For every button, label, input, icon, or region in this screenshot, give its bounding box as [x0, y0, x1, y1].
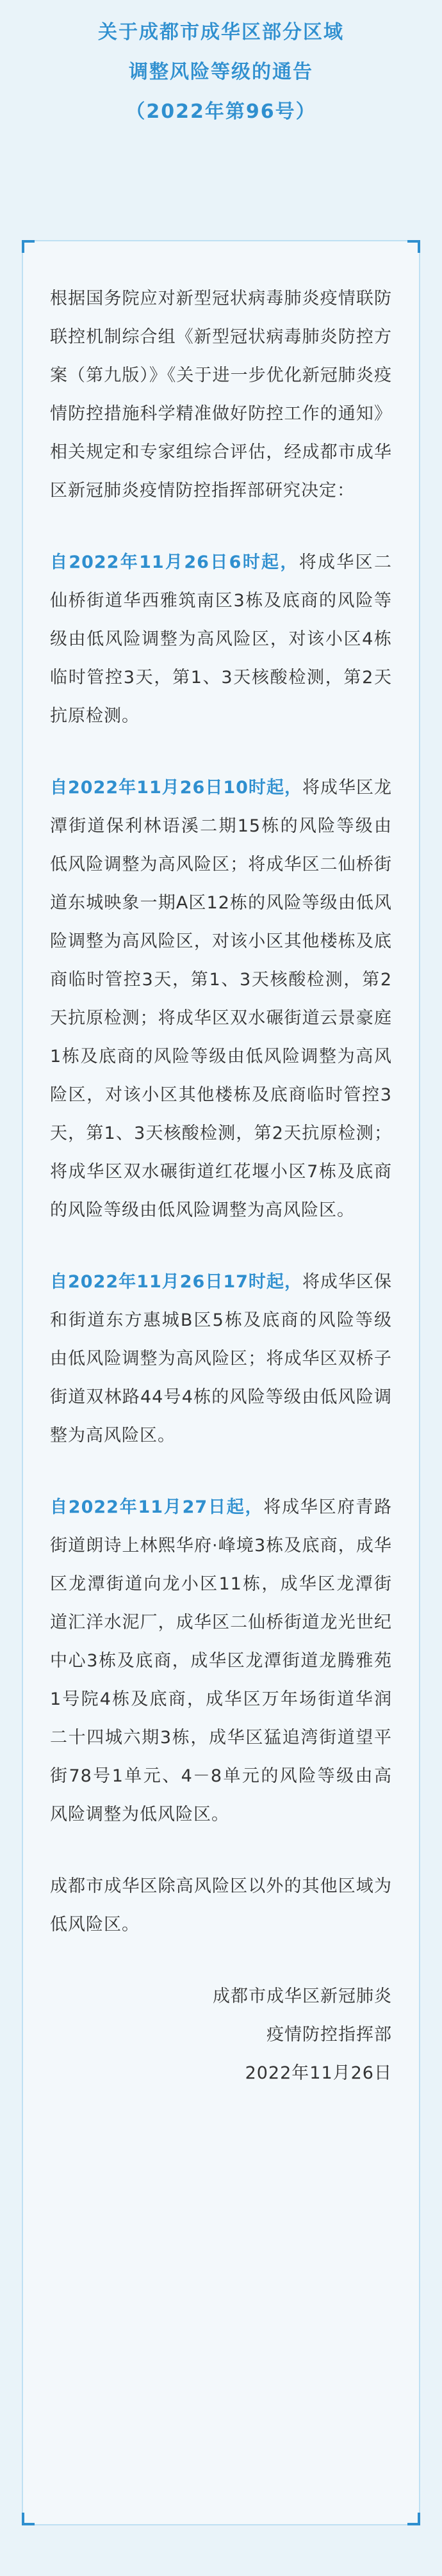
section-time: 自2022年11月27日起，	[50, 1497, 264, 1517]
section-time: 自2022年11月26日10时起，	[50, 778, 302, 798]
title-line-1: 关于成都市成华区部分区域	[98, 21, 344, 44]
section-paragraph	[50, 1263, 392, 1455]
notice-title	[0, 0, 442, 132]
section-paragraph	[50, 543, 392, 736]
corner-decoration	[22, 2513, 35, 2525]
section-time: 自2022年11月26日17时起，	[50, 1272, 302, 1292]
corner-decoration	[407, 2513, 420, 2525]
corner-decoration	[22, 240, 35, 253]
section-text: 将成华区保和街道东方惠城B区5栋及底商的风险等级由低风险调整为高风险区；将成华区双桥子街道双林路44号4栋的风险等级由低风险调整为高风险区。	[50, 1272, 393, 1445]
corner-decoration	[407, 240, 420, 253]
signature-block	[50, 1977, 392, 2093]
signature-org-line-1: 成都市成华区新冠肺炎	[213, 1986, 392, 2006]
section-time: 自2022年11月26日6时起，	[50, 552, 299, 572]
closing-paragraph: 成都市成华区除高风险区以外的其他区域为低风险区。	[50, 1876, 392, 1935]
section-paragraph	[50, 1488, 392, 1834]
signature-org-line-2: 疫情防控指挥部	[266, 2025, 392, 2045]
title-line-2: 调整风险等级的通告	[129, 61, 313, 83]
section-text: 将成华区府青路街道朗诗上林熙华府·峰境3栋及底商，成华区龙潭街道向龙小区11栋，成华区龙潭街道汇洋水泥厂，成华区二仙桥街道龙光世纪中心3栋及底商，成华区龙潭街道龙腾雅苑1号院4栋及底商，成华区万年场街道华润二十四城六期3栋，成华区猛追湾街道望平街78号1单元、4－8单元的风险等级由高风险调整为低风险区。	[50, 1497, 393, 1824]
notice-body	[23, 241, 419, 2093]
section-paragraph	[50, 769, 392, 1230]
title-number: （2022年第96号）	[126, 101, 316, 123]
signature-date: 2022年11月26日	[245, 2063, 392, 2083]
notice-panel	[22, 240, 420, 2525]
section-text: 将成华区龙潭街道保利林语溪二期15栋的风险等级由低风险调整为高风险区；将成华区二仙桥街道东城映象一期A区12栋的风险等级由低风险调整为高风险区，对该小区其他楼栋及底商临时管控3天，第1、3天核酸检测，第2天抗原检测；将成华区双水碾街道云景豪庭1栋及底商的风险等级由低风险调整为高风险区，对该小区其他楼栋及底商临时管控3天，第1、3天核酸检测，第2天抗原检测；将成华区双水碾街道红花堰小区7栋及底商的风险等级由低风险调整为高风险区。	[50, 778, 393, 1220]
section-text: 将成华区二仙桥街道华西雅筑南区3栋及底商的风险等级由低风险调整为高风险区，对该小区4栋临时管控3天，第1、3天核酸检测，第2天抗原检测。	[50, 552, 392, 726]
intro-paragraph: 根据国务院应对新型冠状病毒肺炎疫情联防联控机制综合组《新型冠状病毒肺炎防控方案（第九版）》《关于进一步优化新冠肺炎疫情防控措施科学精准做好防控工作的通知》相关规定和专家组综合评估，经成都市成华区新冠肺炎疫情防控指挥部研究决定：	[50, 289, 392, 501]
